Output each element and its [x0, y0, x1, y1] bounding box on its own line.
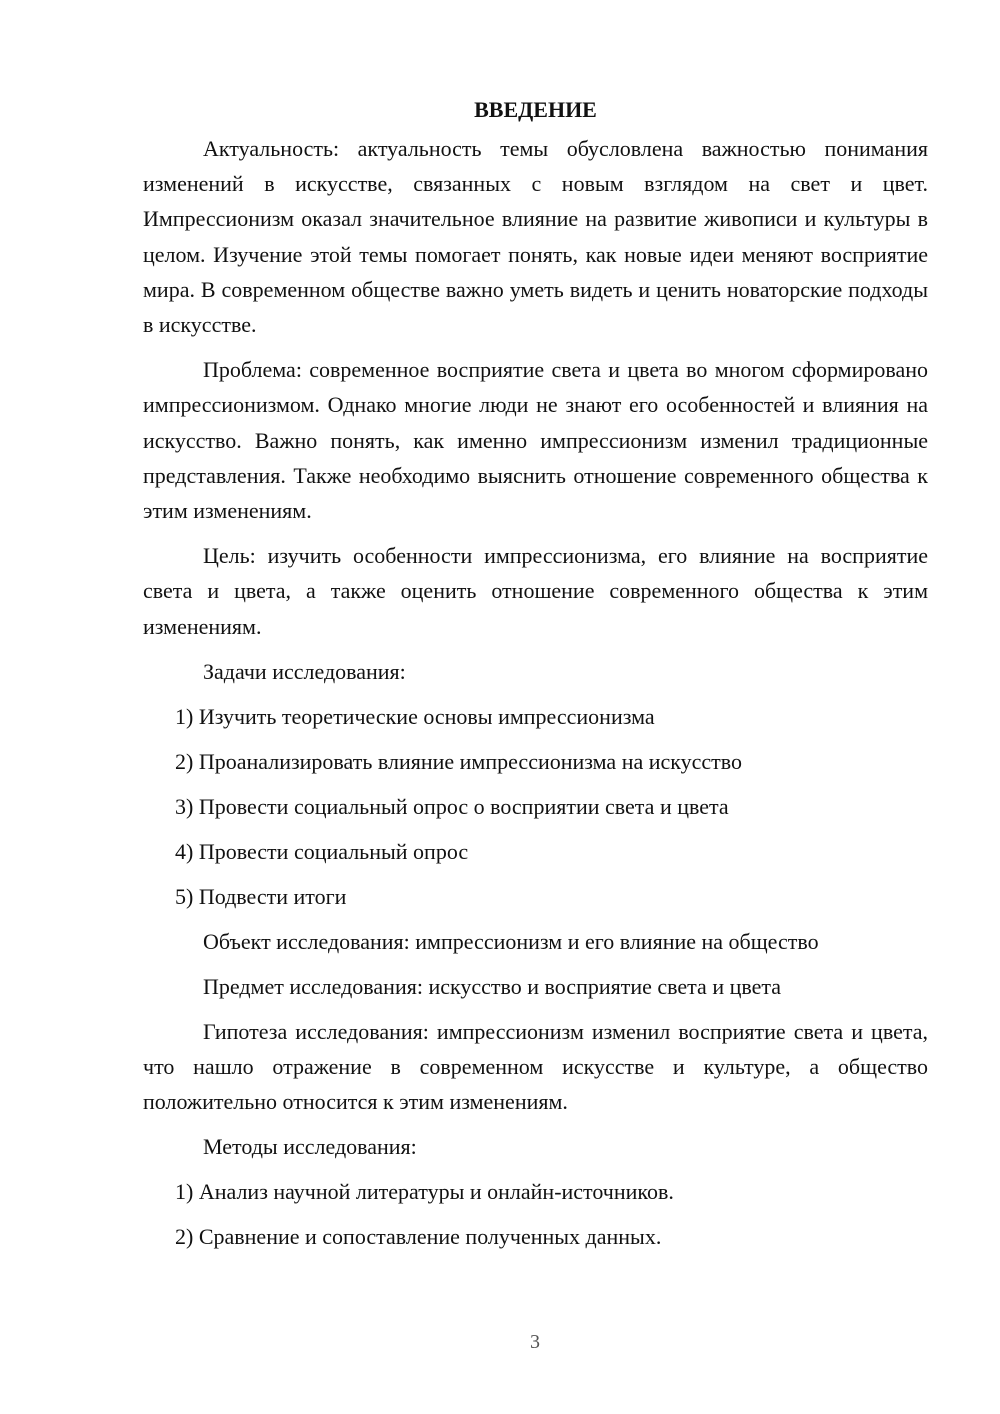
goal-paragraph: Цель: изучить особенности импрессионизма, его влияние на восприятие света и цвета, а также оценить отношение современного общества к этим изменениям.: [143, 543, 928, 639]
list-item: 2) Проанализировать влияние импрессионизма на искусство: [175, 748, 743, 774]
problem-paragraph: Проблема: современное восприятие света и цвета во многом сформировано импрессионизмом. Однако многие люди не знают его особенностей и влияния на искусство. Важно понять, как именно импрессионизм изменил традиционные представления. Также необходимо выяснить отношение современного общества к этим изменениям.: [143, 357, 928, 524]
subject-paragraph: Предмет исследования: искусство и восприятие света и цвета: [203, 973, 782, 999]
tasks-list: [143, 699, 928, 914]
list-item: 2) Сравнение и сопоставление полученных данных.: [175, 1224, 662, 1250]
section-title: ВВЕДЕНИЕ: [474, 97, 597, 122]
hypothesis-paragraph: Гипотеза исследования: импрессионизм изменил восприятие света и цвета, что нашло отражение в современном искусстве и культуре, а общество положительно относится к этим изменениям.: [143, 1018, 928, 1115]
list-item: 1) Анализ научной литературы и онлайн-источников.: [175, 1179, 674, 1205]
tasks-heading: Задачи исследования:: [203, 658, 406, 684]
relevance-paragraph: Актуальность: актуальность темы обусловлена важностью понимания изменений в искусстве, связанных с новым взглядом на свет и цвет. Импрессионизм оказал значительное влияние на развитие живописи и культуры в целом. Изучение этой темы помогает понять, как новые идеи меняют восприятие мира. В современном обществе важно уметь видеть и ценить новаторские подходы в искусстве.: [143, 136, 928, 338]
object-paragraph: Объект исследования: импрессионизм и его влияние на общество: [203, 928, 819, 954]
document-body: [143, 92, 928, 1254]
list-item: 1) Изучить теоретические основы импрессионизма: [175, 703, 655, 729]
list-item: 4) Провести социальный опрос: [175, 838, 469, 864]
methods-list: [143, 1174, 928, 1254]
methods-heading: Методы исследования:: [203, 1134, 417, 1160]
list-item: 3) Провести социальный опрос о восприятии света и цвета: [175, 793, 729, 819]
page-number: 3: [530, 1331, 540, 1353]
list-item: 5) Подвести итоги: [175, 883, 347, 909]
